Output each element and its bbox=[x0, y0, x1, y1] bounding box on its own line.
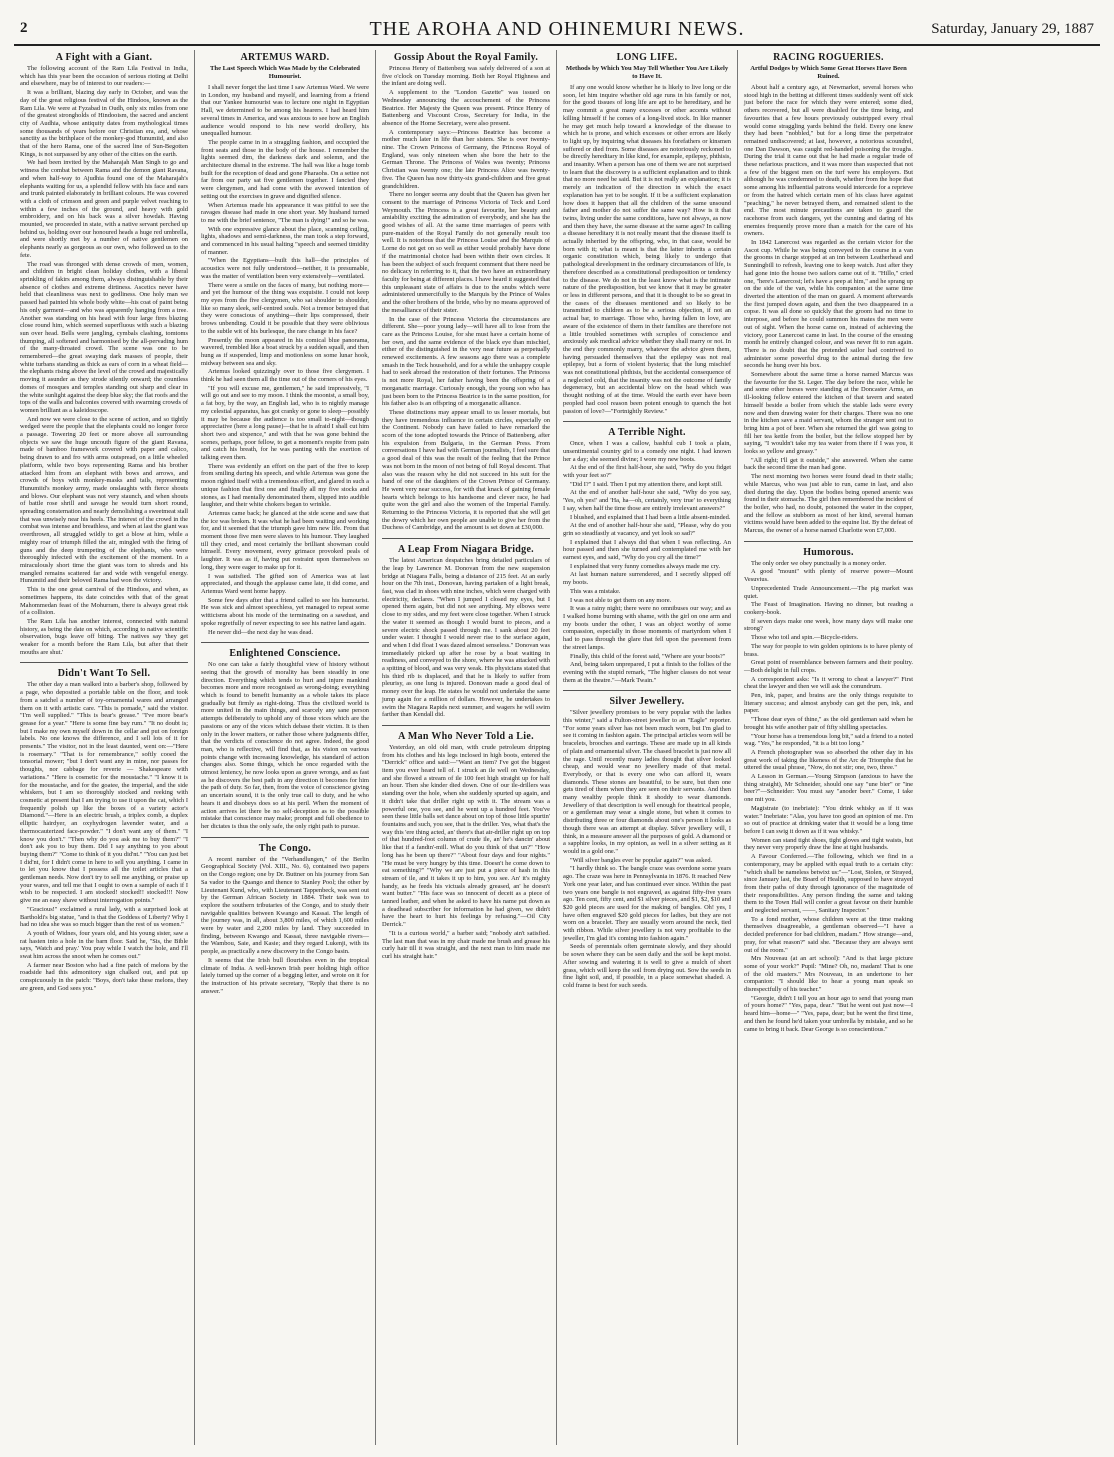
article-paragraph: A recent number of the "Verhandlungen," of the Berlin Geographical Society (Vol. XIII., No. 6), contained two papers on the Congo region; one by Dr. Buttner on his journey from San Sa vador to the Quango and thence to Stanley Pool; the other by Lieutenant Kund, who, with Lieutenant Tappenbeck, was sent out by the German African Society in 1884. Their task was to explore the southern tributaries of the Congo, and to study their navigable qualities between Kwango and Kassai. The length of the journey was, in all, about 3,800 miles, of which 1,600 miles were by water and 2,200 miles by land. They succeeded in finding, between Kwango and Kassai, three navigable rivers—the Wambou, Saie, and Kasie; and they regard Lukenji, with its people, as practically a new discovery in the Congo basin. bbox=[201, 855, 369, 956]
article-title: Didn't Want To Sell. bbox=[20, 662, 188, 680]
article-paragraph: In 1842 Lanercost was regarded as the certain victor for the Ascot cup. While he was being conveyed to the course in a van the grooms in charge stopped at an inn between Leatherhead and Sunningbill to refresh, leaving one to keep watch. Just after they had gone into the house two sailors came out of it. "Hillo," cried one, "here's Lanercost; let's have a peep at him," and he sprang up on the side of the van, while his companion at the same time diverted the attention of the man on guard. A moment afterwards the first jumped down again, and then the two disappeared in a copse. It was all done so quickly that the groom had no time to interpose, and before he could summon his mates the men were out of sight. When the horse came on, instead of achieving the victory, poor Lanercost came in last. In the course of the ensuing month he entirely changed colour, and was never fit to run again. There is no doubt that the pretended sailor had contrived to administer some powerful drug to the animal during the few seconds he hung over his box. bbox=[744, 239, 913, 370]
column-4 bbox=[557, 50, 738, 1445]
article-paragraph: There no longer seems any doubt that the Queen has given her consent to the marriage of Princess Victoria of Teck and Lord Weymouth. The Princess is a great favourite, her beauty and amiability exciting the admiration of everybody, and she has the good wishes of all. At the same time marriages of peers with pure-maiden of the Royal Family do not generally result too well. It is notorious that the Princess Louise and the Marquis of Lorne do not get on so well as either would probably have done if the matrimonial choice had been within their own circles. It has been the subject of such frequent comment that there need be no delicacy in referring to it, that the two have an extraordinary faculty for being at different places. I have heard it suggested that this unpleasant state of affairs is due to the snubs which were administered unmercifully to the Marquis by the Prince of Wales and the other brothers of the bride, who by no means approved of the mesalliance of their sister. bbox=[382, 191, 550, 314]
article-paragraph: The Feast of Imagination. Having no dinner, but reading a cookery-book. bbox=[744, 601, 913, 616]
article-title: A Terrible Night. bbox=[563, 421, 731, 439]
article-paragraph: Seeds of perennials often germinate slowly, and they should be sown where they can be seen daily and the soil be kept moist. After sowing and watering it is well to give a mulch of short grass, which will keep the soil from drying out. Sow the seeds in fine light soil, and, if possible, in a place somewhat shaded. A cold frame is best for such seeds. bbox=[563, 943, 731, 989]
article-paragraph: If seven days make one week, how many days will make one strong? bbox=[744, 617, 913, 633]
article-paragraph: "If you will excuse me, gentlemen," he said impressively, "I will go out and see to my moon. I think the moonist, a small boy, a fat boy, by the way, an English lad, who is to nightly manage my celestial apparatus, has got cranky or gone to sleep—possibly it may be because the audience is too small to-night—though appreciative (here a long pause)—that he is afraid I shall cut him short two and sixpence," and with that he was gone behind the scenes, perhaps, poor fellow, to get a moment's respite from pain and catch his breath, for he was panting with the exertion of talking even then. bbox=[201, 384, 369, 462]
article-paragraph: There were a smile on the faces of many, but nothing more—and yet the humour of the thing was exquisite. I could not keep my eyes from the five clergymen, who sat shoulder to shoulder, like so many sleek, self-centred souls. Not a tremor betrayed that they were conscious of anything—their lips compressed, their brows unbending. Could it be possible that they were oblivious to the subtle wit of his burlesque, the rare change in his face? bbox=[201, 281, 369, 335]
article-paragraph: I explained that I always did that when I was reflecting. An hour passed and then she turned and contemplated me with her earnest eyes, and said, "Why do you cry all the time?" bbox=[563, 538, 731, 562]
article-subtitle: Artful Dodges by Which Some Great Horses Have Been Ruined. bbox=[750, 65, 907, 80]
article-paragraph: At last human nature surrendered, and I secretly slipped off my boots. bbox=[563, 571, 731, 587]
article-paragraph: Those who toil and spin.—Bicycle-riders. bbox=[751, 634, 859, 642]
article-subtitle: The Last Speech Which Was Made by the Celebrated Humourist. bbox=[210, 65, 360, 80]
article-paragraph: The only order we obey punctually is a money order. bbox=[751, 559, 887, 567]
article-title: Enlightened Conscience. bbox=[201, 642, 369, 660]
article-paragraph: Artemus looked quizzingly over to those five clergymen. I think he had seen them all the time out of the corners of his eyes. bbox=[201, 368, 369, 384]
article-title: The Congo. bbox=[201, 837, 369, 855]
article-paragraph: The road was thronged with dense crowds of men, women, and children in bright clean holiday clothes, with a liberal sprinkling of fakirs among them, always distinguishable by their absence of clothes and extreme dirtiness. Ascetics never have held that cleanliness was next to godliness. One holy man we passed had painted his whole body white—his coat of paint being his only garment—and who was apparently hanging from a tree. Another was standing on his head with four large fires blazing close round him, which seemed superfluous with such a blazing sun over head. Bells were jangling, cymbals clashing, tomtoms thumping, all softened and harmonised by the all-pervading hum of the many-throated crowd. The scene was one to be remembered—the great swaying dark masses of people, their white turbans standing as thick as ears of corn in a wheat field—the elephants rising above the level of the crowd and majestically moving it asunder as they strode silently onward; the countless domes of mosques and temples standing out sharp and clear in the white sunlight against the deep blue sky; the flat roofs and the tops of the walls and balconies covered with swarming crowds of women brilliant as a kaleidoscope. bbox=[20, 260, 188, 414]
article-paragraph: Artemus came back; he glanced at the side scene and saw that the ice was broken. It was what he had been waiting and working for, and it seemed that the triumph gave him new life. From that moment those five men were slaves to his humour. They laughed till they cried, and most certainly the brilliant showman could himself. Every movement, every grimace provoked peals of laughter. It was as if, having put restraint upon themselves so long, they were eager to make up for it. bbox=[201, 509, 369, 571]
article-paragraph: Unprecedented Trade Announcement.—The pig market was quiet. bbox=[744, 584, 913, 600]
article-paragraph: If any one would know whether he is likely to live long or die soon, let him inquire whether old age runs in his family or not, for the good tissues of long life are apt to be hereditary, and he may commit a great many excesses or other accents without killing himself if he comes of a long-lived stock. In like manner he may get much help toward a knowledge of the disease to which he is prone, and which excesses or other errors are likely to light up, by inquiring what diseases his forefathers or kinsmen suffered or died from. Some diseases are notoriously reckoned to be directly hereditary in like kind, for example, epilepsy, phthisis, and insanity. When a person has one of them we are not surprised to learn that the discovery is a sufficient explanation and to think that no more need be said. But it is not really an explanation; it is merely an indication of the direction in which the exact explanation has yet to be sought. If it be a sufficient explanation how does it happen that all the children of the same unsound father and mother do not suffer the same way? How is it that twins, living under the same conditions, have not always, as now and then they have, the same disease at the same ages? In calling a disease hereditary it is not really meant that the disease itself is actually inherited by the offspring, who, in that case, would be born with it; what is meant is that the latter inherits a certain organic constitution which, being likely to undergo that pathological development in the ordinary circumstances of life, is therefore described as a constitutional predisposition or tendency to the disease. We do not in the least know what is the intimate nature of the predisposition, but we know that it may be greater or less in different persons, and that it is thought to be so great in the cases of the diseases mentioned and so likely to be transmitted to children as to be a serious objection, if not an actual bar, to marriage. Those who, having fallen in love, are aware of the existence of them in their families are therefore not a little troubled sometimes with scruples of conscience and anxiously ask medical advice whether they shall marry or not. In the end they commonly marry, whatever the advice given them, having persuaded themselves that the epilepsy was not real epilepsy, but a form of violent hysteria; that the lung mischief was not constitutional phthisis, but the accidental consequence of a neglected cold, that the insanity was not the outcome of family degeneracy, but an accidental blow on the head which was thought nothing of at the time. Would the earth ever have been peopled had cool reason been potent enough to quench the hot passion of love?—"Fortnightly Review." bbox=[563, 84, 732, 415]
article-title: Silver Jewellery. bbox=[563, 690, 731, 708]
article-paragraph: "Silver jewellery promises to be very popular with the ladies this winter," said a Fulton-street jeweller to an "Eagle" reporter. "For some years silver has not been much worn, but I'm glad to see it coming in fashion again. The principal articles worn will be bracelets, brooches and earrings. These are made up in all kinds of plain and ornamental silver. The chased bracelet is just now all the rage. Until recently many ladies thought that silver looked cheap, and would wear no jewellery made of that metal. Everybody, or that is every one who can afford it, wears diamonds. These stones are beautiful, to be sure, but then one gets tired of them when they are seen on their servants. And then many wealthy people think it shoddy to wear diamonds. Jewellery of that description is well enough for theatrical people, or a gentleman may wear a single stone, but when it comes to distributing three or four diamonds about one's person it looks as though there was an attempt at display. Silver jewellery will, I think, in a measure answer all the purposes of gold. A diamond or a sapphire looks, in my opinion, as well in a silver setting as it would in a gold one." bbox=[563, 709, 731, 855]
article-paragraph: A good "mount" with plenty of reserve power—Mount Vesuvius. bbox=[744, 568, 913, 584]
article-paragraph: The Ram Lila has another interest, connected with natural history, as being the date on which, according to native scientific observation, bugs leave off biting. The natives say 'they get weaker for a month before the Ram Lila, but after that their mouths are shut.' bbox=[20, 617, 188, 656]
article-paragraph: This is the one great carnival of the Hindoos, and when, as sometimes happens, its date coincides with that of the great Mahommedan feast of the Mohurram, there is always great risk of a collision. bbox=[20, 586, 188, 617]
article-paragraph: About half a century ago, at Newmarket, several horses who stood high in the betting at different times suddenly went off sick just before the race for which they were entered; some died, others recovered, but all were disabled for the time being, and favourites that a few hours previously outstripped every rival would come straggling yards behind the field. Every one knew they had been "nobbled," but for a long time the perpetrator remained undiscovered; at last, however, a notorious scoundrel, one Dan Dawson, was caught red-handed poisoning the troughs. During the trial it came out that he had made a regular trade of these nefarious practices, and it was more than suspected that not a few of the biggest men on the turf were his employers. But although he was condemned to death, whether from the hope that some among his influential patrons would intercede for a reprieve or from the hatred which certain men of his class have against "peaching," he never betrayed them, and remained silent to the end. The most minute precautions are taken to guard the racehorse from such dangers, yet the cunning and daring of his enemies frequently prove more than a match for the care of his owners. bbox=[744, 84, 913, 238]
article-paragraph: Somewhere about the same time a horse named Marcus was the favourite for the St. Leger. The day before the race, while he and some other horses were standing at the Doncaster Arms, an ill-looking fellow entered the kitchen of that tavern and seated himself beside a boiler from which the stable lads were every now and then drawing water for their charges. There was no one in the kitchen save a maid servant, whom the stranger sent out to bring him a pot of beer. When she returned the girl was going to fill her tea kettle from the boiler, but the fellow stopped her by saying, "I wouldn't take my tea water from there if I was you, it looks so yellow and greasy." bbox=[744, 371, 913, 456]
newspaper-title: THE AROHA AND OHINEMURI NEWS. bbox=[369, 18, 745, 40]
article-paragraph: A Favour Conferred.—The following, which we find in a contemporary, may be applied with equal truth to a certain city: "which shall be nameless betwixt us:"—"Lost, Stolen, or Strayed, since January last, the Board of Health, supposed to have strayed from their paths of duty through ignorance of the magnitude of their responsibilities. Any person finding the same and taking them to the Town Hall will confer a great favour on their humble and neglected servant, ——, Sanitary Inspector." bbox=[744, 853, 913, 915]
article-paragraph: The people came in in a straggling fashion, and occupied the front seats and those in the body of the house. I remember the lights seemed dim, the darkness dark and solemn, and the architecture dismal in the extreme. The hall was like a huge tomb built for the reception of dead and gone Pharaohs. On a settee not far from our party sat five gentlemen together. I fancied they were clergymen, and had come with the avowed intention of setting out the exercises in grave and dignified silence. bbox=[201, 138, 369, 200]
article-paragraph: The way for people to win golden opinions is to have plenty of brass. bbox=[744, 642, 913, 658]
article-paragraph: A French photographer was so absorbed the other day in his great work of taking the likeness of the Arc de Triomphe that he uttered the usual phrase, "Now, do not stir; one, two, three." bbox=[744, 748, 913, 772]
article-paragraph: "Georgie, didn't I tell you an hour ago to send that young man of yours home?" "Yes, papa, dear." "But he went out just now—I heard him—home—" "Yes, papa, dear; but he went the first time, and then he found he'd taken your umbrella by mistake, and so he came to bring it back. Dear George is so conscientious." bbox=[744, 994, 913, 1033]
article-title: A Fight with a Giant. bbox=[55, 52, 153, 63]
article-paragraph: A supplement to the "London Gazette" was issued on Wednesday announcing the accouchement of the Princess Beatrice. Her Majesty the Queen was present. Prince Henry of Battenberg and Viscount Cross, Secretary for India, in the absence of the Home Secretary, were also present. bbox=[382, 89, 550, 127]
article-paragraph: Once, when I was a callow, bashful cub I took a plain, unsentimental country girl to a comedy one night. I had known her a day; she seemed divine; I wore my new boots. bbox=[563, 440, 731, 463]
article-paragraph: The latest American despatches bring detailed particulars of the leap by Lawrence M. Donovan from the new suspension bridge at Niagara Falls, being a distance of 215 feet. At an early hour on the 7th inst., Donovan, having partaken of a light break, fast, was clad in shoes with nine inches, which were charged with electricity, declares. "When I jumped I closed my eyes, but I opened them again, but did not see anything. My elbows were close to my sides, and my feet were close together. When I struck the water it seemed as though I would burst to pieces, and a severe electric shock passed through me. I sank about 20 feet under water. I thought I would never rise to the surface again, and when I did float I was dazed almost senseless." Donovan was immediately picked up after he rose by a boat waiting in readiness, and conveyed to the shore, where he was attacked with a spitting of blood, and was very weak. His physicians stated that his third rib is displaced, and that he is likely to suffer from pleurisy, as one lung is injured. Donovan made a good deal of money over the leap. He states he would not undertake the same jump again for a million of dollars. However, he undertakes to swim the Niagara Rapids next summer, and wagers he will swim farther than Kendall did. bbox=[382, 557, 550, 719]
article-paragraph: "I hardly think so. The bangle craze was overdone some years ago. The craze was here in Pennsylvania in 1876. It reached New York one year later, and has continued ever since. Within the past two years one bangle is not engraved, as against fifty-five years ago. Ten cent, fifty cent, and $1 silver pieces, and $1, $2, $10 and $20 gold pieces are used for the making of bangles. Oh! yes, I have often engraved $20 gold pieces for ladies, but they are not worn on a bracelet. They are usually worn around the neck, tied with ribbon. While silver jewellery is not very profitable to the jeweller, I'm glad it's coming into fashion again." bbox=[563, 865, 731, 942]
article-paragraph: I explained that very funny comedies always made me cry. bbox=[570, 562, 721, 570]
article-paragraph: A youth of Widnes, four years old, and his young sister, saw a rat hasten into a hole in the barn floor. Said he, "Sis, the Bible says, 'Watch and pray.' You pray while I watch the hole, and I'll swat him across the snoot when he comes out." bbox=[20, 929, 188, 961]
article-paragraph: "Your horse has a tremendous long bit," said a friend to a noted wag. "Yes," he responded, "it is a bit too long." bbox=[744, 732, 913, 748]
article-paragraph: "Will silver bangles ever be popular again?" was asked. bbox=[570, 856, 713, 864]
article-paragraph: It was a brilliant, blazing day early in October, and was the day of the great religious festival of the Hindoos, known as the Ram Lila. We were at Fyzabad in Oudh, only six miles from one of the greatest strongholds of Hindooism, the sacred and ancient city of Audhia, whose antiquity dates from mythological times some thousands of years before our Christian era, and, whose sanctity as the birthplace of the monkey-god Hunumiid, and also that of the hero Rama, one of the sacred line of Sun-Begotten Kings, is not surpassed by any other of the cities on the earth. bbox=[20, 89, 188, 158]
article-title: A Man Who Never Told a Lie. bbox=[382, 725, 550, 743]
article-paragraph: Pen, ink, paper, and brains are the only things requisite to literary success; and almost anybody can get the pen, ink, and paper. bbox=[744, 692, 913, 715]
article-paragraph: A contemporary says:—Princess Beatrice has become a mother much later in life than her sisters. She is over twenty-nine. The Crown Princess of Germany, the Princess Royal of England, was only nineteen when she bore the heir to the German Throne. The Princess of Wales was twenty; Princess Christian was twenty one; the late Princess Alice was twenty-five. The Queen has now thirty-six grand-children and five great grandchildren. bbox=[382, 128, 550, 190]
article-paragraph: At the end of another half-hour she said, "Why do you say, 'Yes, oh yes!' and 'Ha, ha—oh, certainly, very true' to everything I say, when half the time those are entirely irrelevant answers?" bbox=[563, 489, 731, 512]
issue-date: Saturday, January 29, 1887 bbox=[931, 21, 1094, 37]
article-paragraph: "Did I?" I said. Then I put my attention there, and kept still. bbox=[570, 480, 723, 488]
article-paragraph: No one can take a fairly thoughtful view of history without seeing that the growth of morality has been steadily in one direction. Everything which tends to hurt and injure mankind becomes more and more recognised as wrong-doing; everything which is found to benefit humanity as a whole takes its place gradually but firmly as right-doing. Thus the civilized world is more united in the main things, and scarcely any sane person attempts deliberately to uphold any of those vices which are the passions or any of the vices which debase their victim. It is then only in the lower matters, or rather those where judgments differ, that the verdicts of conscience do not agree. Indeed, the good man, who is reflective, will find that, as his vision on various points change with increasing knowledge, his standard of action changes also. Some things, which he once regarded with the utmost leniency, he now looks upon as grave wrongs, and as fast as he discovers the best path in any direction it becomes for him the path of duty. So far, then, from the voice of conscience giving an uncertain sound, it is the only true call to duty, and he who hears it and disobeys does so at his peril. When the moment of action arrives let there be no self-deception as to the possible mistake that conscience may make; prompt and full obedience to her dictates is thus the only safe, the only right path to pursue. bbox=[201, 661, 369, 830]
article-paragraph: "Those dear eyes of thine," as the old gentleman said when he brought his wife another pair of fifty shilling spectacles. bbox=[744, 716, 913, 731]
article-paragraph: When Artemus made his appearance it was pitiful to see the ravages disease had made in one short year. My husband turned to me with the brief sentence, "The man is dying!" and so he was. bbox=[201, 201, 369, 224]
article-title: RACING ROGUERIES. bbox=[773, 52, 884, 63]
article-paragraph: I shall never forget the last time I saw Artemus Ward. We were in London, my husband and myself, and learning from a friend that our Yankee humourist was to lecture one night in Egyptian Hall, we determined to be among his hearers. I had heard him several times in America, and was anxious to see how an English audience would respond to his new world drollery, his unequalled humour. bbox=[201, 84, 369, 138]
article-paragraph: We had been invited by the Maharajah Man Singh to go and witness the combat between Rama and the demon giant Ravana, and when half-way to Ajudhia found one of the Maharajah's elephants waiting for us, a splendid fellow with his face and ears and trunk painted elaborately in brilliant colours. He was covered with a cloth of crimson and green and purple velvet reaching to within a few inches of the ground, and heavy with gold embroidery, and on his back was a silver howdah. Having mounted, we proceeded in state, with a native servant perched up behind us, holding over our honoured heads a huge red umbrella, and were shortly met by a number of native gentlemen on elephants nearly as gorgeous as our own, who followed us to the fete. bbox=[20, 159, 188, 259]
article-paragraph: It seems that the Irish bull flourishes even in the tropical climate of India. A well-known Irish peer holding high office lately turned up the corner of a begging letter, and wrote on it for the instruction of his private secretary, "Reply that there is no answer." bbox=[201, 956, 369, 995]
article-title: A Leap From Niagara Bridge. bbox=[382, 538, 550, 556]
article-paragraph: Finally, this child of the forest said, "Where are your boots?" bbox=[570, 652, 726, 660]
article-paragraph: At the end of the first half-hour, she said, "Why do you fidget with your feet so?" bbox=[563, 464, 731, 480]
article-paragraph: I blushed, and explained that I had been a little absent-minded. bbox=[570, 513, 731, 521]
article-paragraph: This was a mistake. bbox=[570, 587, 621, 595]
article-paragraph: Presently the moon appeared in his comical blue panorama, wavered, trembled like a boat struck by a sudden squall, and then hung as if suspended, limp and motionless on some lunar hook, midway between sea and sky. bbox=[201, 336, 369, 367]
article-paragraph: A Lesson in German.—Young Simpson (anxious to have the thing straight), Mr Schneider, should one say "une bier" or "ine beer?"—Schneider: You must say "anoder beer." Come, I take one mit you. bbox=[744, 773, 913, 804]
article-paragraph: The following account of the Ram Lila Festival in India, which has this year been the occasion of serious rioting at Delhi and elsewhere, may be of interest to our readers:— bbox=[20, 65, 188, 88]
article-paragraph: These distinctions may appear small to us lesser mortals, but they have tremendous influence in certain circles, especially on the Continent. Nobody can have failed to have remarked the scorn of the tone adopted towards the Prince of Battenberg, after his expulsion from Bulgaria, in the German Press. From conversations I have had with German journalists, I feel sure that a good deal of this was the result of the feeling that the Prince was not born in the moon of not being of full Royal descent. That also was the reason why he did not succeed in his suit for the hand of one of the daughters of the Crown Prince of Germany. He went very near success, for with that knack of gaining female hearts which belongs to his handsome and clever race, he had quite won the girl and also the women of the Imperial Family. Returning to the Princess Victoria, it is reported that she will get the dowry which her own people are unable to give her from the Duchess of Cambridge, and the amount is set down at £30,000. bbox=[382, 408, 550, 532]
article-paragraph: Magistrate (to inebriate): "You drink whisky as if it was water." Inebriate: "Alas, you have too good an opinion of me. I'm so out of practice at drinking water that it would be a long time before I can swig it down as if it was whisky." bbox=[744, 804, 913, 835]
article-paragraph: It was a rainy night; there were no omnibuses our way; and as I walked home burning with shame, with the girl on one arm and my boots under the other, I was an object worthy of some compassion, especially in those moments of martyrdom when I had to pass through the glare that fell upon the pavement from the street lamps. bbox=[563, 605, 731, 651]
article-paragraph: I was satisfied. The gifted son of America was at last appreciated, and though the applause came late, it did come, and Artemus Ward went home happy. bbox=[201, 572, 369, 595]
article-paragraph: Princess Henry of Battenberg was safely delivered of a son at five o'clock on Tuesday morning. Both her Royal Highness and the infant are doing well. bbox=[382, 65, 550, 88]
article-paragraph: Yesterday, an old old man, with crude petroleum dripping from his clothes and his legs inclosed in high boots, entered the "Derrick" office and said:—"Want an item? I've got the biggest item you ever heard tell of. I struck an ile well on Wednesday, and she flowed a stream of ile 100 feet high straight up for half an hour. Then she kinder died down. One of our ile-drillers was standing over the hole, when she suddenly spurted up again, and it didn't take that driller right up with it. The stream was a powerful one, you see, and he went up a hundred feet. You've seen these little balls set dance about on top of those little spurtin' fountains and such, you see, that is the driller. Yes, what that's the way this 'ere thing acted, an' there's that air-driller right up on top of that hundred-foot column of crude ile, an' he's dancin' about like that if a fandin'-mill. What do you think of that un?" "How long has he been up there?" "About four days and four nights." "He must be very hungry by this time. Doesn't he come down to eat something?" "Why we are just put a piece of hash in this stream of ile, and it takes it up to him, you see. An' it's mighty handy, as he feeds his victuals already greased, an' he doesn't want butter." "His face was so innocent of deceit as a piece of tanned leather, and when he asked to have his name put down as a deadhead subscriber for information he had given, we didn't have the heart to hurt his feelings by refusing."—Oil City Derrick." bbox=[382, 743, 550, 929]
page-number: 2 bbox=[20, 20, 28, 36]
article-paragraph: Great point of resemblance between farmers and their poultry.—Both delight in full crops. bbox=[744, 659, 913, 674]
column-2 bbox=[195, 50, 376, 1445]
article-paragraph: At the end of another half-hour she said, "Please, why do you grin so steadfastly at vacancy, and yet look so sad?" bbox=[563, 522, 731, 537]
article-paragraph: In the case of the Princess Victoria the circumstances are different. She—poor young lady—will have all to lose from the care as the Princess Louise, for she must have a certain home of her own, and the same evidence of the black eye than mischief, either of the distinguished in the very near future as perpetually renewed excitements. A few seasons ago there was a complete smash in the Teck household, and for a while the unhappy couple had to seek abroad the restoration of their fortunes. The Princess is not more Royal, her father having been the offspring of a morganatic marriage. Curiously enough, the young son who has just been born to the Princess Beatrice is in the same position, for his father also is an offspring of a morganatic alliance. bbox=[382, 315, 550, 408]
article-paragraph: A correspondent asks: "Is it wrong to cheat a lawyer?" First cheat the lawyer and then we will ask the conundrum. bbox=[744, 675, 913, 691]
article-title: Humorous. bbox=[744, 541, 913, 559]
columns-container bbox=[14, 50, 1100, 1445]
article-paragraph: With one expressive glance about the place, scanning ceiling, lights, shadows and semi-darkness, the man took a step forward, and commenced in his usual halting "speech and seemed timidity of manner. bbox=[201, 225, 369, 256]
article-title: Gossip About the Royal Family. bbox=[393, 52, 539, 63]
column-1 bbox=[14, 50, 195, 1445]
article-paragraph: To a fond mother, whose children were at the time making themselves disagreeable, a gentleman observed—"I have a decided preference for bad children, madam." How strange—and, pray, for what reason?" said she. "Because they are always sent out of the room." bbox=[744, 915, 913, 954]
article-paragraph: Women can stand tight shoes, tight gloves and tight waists, but they never very properly draw the line at tight husbands. bbox=[744, 836, 913, 852]
article-paragraph: There was evidently an effort on the part of the five to keep from smiling during his speech, and while Artemus was gone the moon righted itself with a tremendous effort, and glared in such a unique fashion that first one and finally all my five stocks and stones, as I had mentally denominated them, slipped into audible laughter, and their white chokers began to wrinkle. bbox=[201, 462, 369, 509]
article-title: LONG LIFE. bbox=[616, 52, 678, 63]
article-paragraph: Some few days after that a friend called to see his humourist. He was sick and almost speechless, yet managed to repeat some witticisms about his mode of the terminating on a sawdust, and spoke regretfully of never expecting to see his native land again. bbox=[201, 596, 369, 627]
article-subtitle: Methods by Which You May Tell Whether You Are Likely to Have It. bbox=[565, 65, 729, 80]
article-paragraph: "When the Egyptians—built this hall—the principles of acoustics were not fully understood—neither, it is presumable, was the matter of ventilation been very extensively—ventilated. bbox=[201, 257, 369, 280]
article-paragraph: "It is a curious world," a barber said; "nobody ain't satisfied. The last man that was in my chair made me brush and grease his curly hair till it was straight, and the next man to him made me curl his straight hair." bbox=[382, 929, 550, 960]
article-paragraph: I was not able to get them on any more. bbox=[570, 596, 672, 604]
article-paragraph: And, being taken unprepared, I put a finish to the follies of the evening with the stupid remark, "The higher classes do not wear them at the theatre."—Mark Twain." bbox=[563, 661, 731, 684]
article-paragraph: The next morning two horses were found dead in their stalls; while Marcus, who was just able to run, came in last, and also died during the day. Upon the bodies being opened arsenic was found in their stomachs. The girl then remembered the incident of the boiler, who had, no doubt, poisoned the water in the copper, and the fellow as stubborn as most of her kind, several human victims would have been added to the equine list. By the defeat of Marcus, the owner of a horse named Charlotte won £7,000. bbox=[744, 473, 913, 535]
article-paragraph: "Gracious!" exclaimed a rural lady, with a surprised look at Bartholdi's big statue, "and is that the Goddess of Liberty? Why I had no idea she was so much bigger than the rest of us women." bbox=[20, 905, 188, 929]
article-title: ARTEMUS WARD. bbox=[240, 52, 330, 63]
article-paragraph: And now we were close to the scene of action, and so tightly wedged were the people that the elephants could no longer force a passage. Towering 20 feet or more above all surrounding objects we saw the huge uncouth figure of the giant Ravana, made of bamboo framework covered with paper and calico, being drawn to and fro with arms outspread, on a little wheeled platform, while two boys representing Rama and his brother attacked him from an elephant with bows and arrows, and crowds of boys with monkey-masks and tails, representing Hunumiid's monkey army, made onslaughts with fierce shouts and blows. Our elephant was not very staunch, and when shouts of battle rose shrill and savage he would turn short round, spreading consternation and nearly demolishing a sweetmeat stall that was unwisely near his heels. The interest of the crowd in the combat was intense and breathless, and when at last the giant was overthrown, all struggled wildly to get a blow at him, while a mighty roar of triumph filled the air, mingled with the firing of guns and the deep trumpeting of the elephants, who were thoroughly infected with the excitement of the moment. In a miraculously short time the giant was torn to shreds and his mangled remains scattered far and wide with vengeful energy. Hunumiid and their beloved Rama had won the victory. bbox=[20, 415, 188, 585]
masthead bbox=[14, 18, 1100, 46]
article-paragraph: "All right; I'll get it outside," she answered. When she came back the second time the man had gone. bbox=[744, 456, 913, 472]
column-5 bbox=[738, 50, 919, 1445]
article-paragraph: He never did—the next day he was dead. bbox=[208, 628, 314, 636]
column-3 bbox=[376, 50, 557, 1445]
article-paragraph: The other day a man walked into a barber's shop, followed by a page, who deposited a portable table on the floor, and took from a satchel a number of toy-ornamental wares and arranged them on it with artistic care. "This is pomade," said the visitor. "I'm well supplied." "This is bear's grease." "I've more bear's grease for a year." "Here is some fine bay rum." "It no doubt is; but I make my own myself down in the cellar and put on foreign labels. No one knows the difference, and I sell lots of it for presents." The visitor, not in the least daunted, went on:—"Here is rosemary." "That is for remembrance," softly cooed the tonsorial mower; "but I don't want any in mine, nor passes for thoughts, nor cabbage for reverie — Shakespeare with variations." "Here is cosmetic for the moustache." "I know it is for the moustache, and for the goatee, the imperial, and the side whiskers, but I am so thoroughly stocked and reeking with cosmetic at present that I am trying to use it upon the cat, which I frequently polish up like the boxes of a variety actor's Diamond."—Here is an electric brush, a triplex comb, a duplex elliptic hairdyer, an oxyhydrogen lavender water, and a thermocauterized face-powder." "I don't want any of them." "I know you don't." "Then why do you ask me to buy them?" "I don't ask you to buy them. Did I say anything to you about buying them?" "Come to think of it you did'nt." "You can just bet I did'nt, for I didn't come in here to sell you anything. I came in to let you know that I possess all the toilet articles that a gentleman needs. Now don't try to sell me anything, or praise up your wares, and tell me that I ought to own a sample of each if I wish to be respected. I am stocked! stocked!! stocked!!! Now give me an easy shave without interrogation points." bbox=[20, 681, 188, 905]
article-paragraph: A farmer near Boston who had a fine patch of melons by the roadside had this admonitory sign chalked out, and put up conspicuously in the patch: "Boys, don't take these melons, they are green, and God sees you." bbox=[20, 961, 188, 992]
article-paragraph: Mrs Nouveau (at an art school): "And is that large picture some of your work?" Pupil: "Mine? Oh, no, madam! That is one of the old masters." Mrs Nouveau, in an undertone to her companion: "I should like to hear a young man speak so disrespectfully of his teacher." bbox=[744, 955, 913, 994]
